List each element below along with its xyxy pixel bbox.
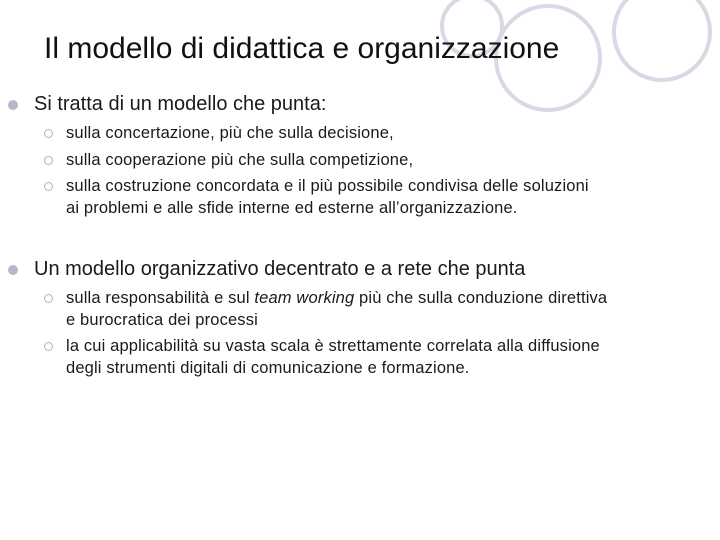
bullet-dot [8,100,18,110]
sub-bullet-ring [44,129,53,138]
subitem-line: sulla concertazione, più che sulla decisione, [66,124,394,142]
subitem-line: ai problemi e alle sfide interne ed esterne all’organizzazione. [66,199,518,217]
bullet-2-text: Un modello organizzativo decentrato e a rete che punta [34,258,526,280]
subitem-text: sulla responsabilità e sul [66,289,255,307]
subitem-line [66,288,607,309]
sub-bullet-ring [44,342,53,351]
bullet-1-text: Si tratta di un modello che punta: [34,93,327,115]
subitem-line: sulla cooperazione più che sulla competizione, [66,151,414,169]
subitem-line: degli strumenti digitali di comunicazione e formazione. [66,359,470,377]
sub-bullet-ring [44,156,53,165]
subitem-text: più che sulla conduzione direttiva [354,289,608,307]
deco-circle-3 [614,0,710,80]
team-working-term: team working [254,289,355,307]
sub-bullet-ring [44,182,53,191]
subitem-line: e burocratica dei processi [66,311,258,329]
slide-title: Il modello di didattica e organizzazione [44,32,560,65]
subitem-line: la cui applicabilità su vasta scala è strettamente correlata alla diffusione [66,337,600,355]
sub-bullet-ring [44,294,53,303]
bullet-dot [8,265,18,275]
subitem-line: sulla costruzione concordata e il più possibile condivisa delle soluzioni [66,177,589,195]
